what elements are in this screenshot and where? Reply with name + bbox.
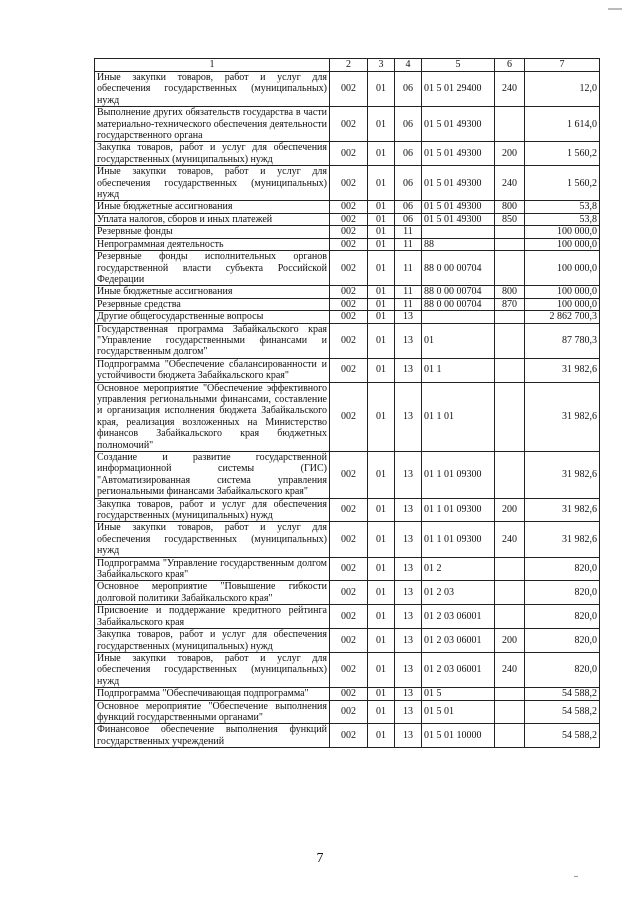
ministry-code-cell: 002 (330, 107, 368, 142)
target-article-cell: 88 0 00 00704 (422, 286, 495, 298)
section-code-cell: 01 (368, 581, 395, 605)
ministry-code-cell: 002 (330, 700, 368, 724)
target-article-cell: 01 5 01 49300 (422, 142, 495, 166)
table-row (95, 201, 600, 213)
amount-cell: 1 560,2 (525, 166, 600, 201)
section-code-cell: 01 (368, 238, 395, 250)
amount-cell: 31 982,6 (525, 452, 600, 499)
amount-cell: 53,8 (525, 213, 600, 225)
target-article-cell: 01 2 03 06001 (422, 605, 495, 629)
amount-cell: 2 862 700,3 (525, 311, 600, 323)
expense-type-cell: 870 (495, 298, 525, 310)
ministry-code-cell: 002 (330, 298, 368, 310)
section-code-cell: 01 (368, 166, 395, 201)
scan-dot (574, 876, 578, 877)
target-article-cell: 01 5 01 49300 (422, 166, 495, 201)
target-article-cell: 88 0 00 00704 (422, 251, 495, 286)
expense-name-cell: Непрограммная деятельность (95, 238, 330, 250)
expense-name-cell: Резервные фонды (95, 226, 330, 238)
ministry-code-cell: 002 (330, 522, 368, 557)
expense-name-cell: Уплата налогов, сборов и иных платежей (95, 213, 330, 225)
column-header-3: 3 (368, 59, 395, 72)
expense-type-cell: 240 (495, 652, 525, 687)
subsection-code-cell: 13 (395, 323, 422, 358)
section-code-cell: 01 (368, 72, 395, 107)
subsection-code-cell: 13 (395, 652, 422, 687)
section-code-cell: 01 (368, 629, 395, 653)
expense-type-cell (495, 238, 525, 250)
expense-type-cell (495, 724, 525, 748)
expense-name-cell: Основное мероприятие "Повышение гибкости долговой политики Забайкальского края" (95, 581, 330, 605)
expense-type-cell (495, 452, 525, 499)
amount-cell: 54 588,2 (525, 700, 600, 724)
expense-name-cell: Иные закупки товаров, работ и услуг для обеспечения государственных (муниципальных) нужд (95, 72, 330, 107)
section-code-cell: 01 (368, 107, 395, 142)
amount-cell: 100 000,0 (525, 238, 600, 250)
expense-name-cell: Подпрограмма "Обеспечение сбалансированности и устойчивости бюджета Забайкальского края" (95, 358, 330, 382)
ministry-code-cell: 002 (330, 72, 368, 107)
expense-name-cell: Резервные фонды исполнительных органов государственной власти субъекта Российской Федерации (95, 251, 330, 286)
target-article-cell: 01 2 03 06001 (422, 629, 495, 653)
table-row (95, 358, 600, 382)
target-article-cell: 01 1 01 (422, 382, 495, 451)
amount-cell: 820,0 (525, 605, 600, 629)
expense-type-cell: 800 (495, 201, 525, 213)
subsection-code-cell: 13 (395, 498, 422, 522)
ministry-code-cell: 002 (330, 323, 368, 358)
section-code-cell: 01 (368, 700, 395, 724)
section-code-cell: 01 (368, 323, 395, 358)
amount-cell: 54 588,2 (525, 724, 600, 748)
subsection-code-cell: 06 (395, 107, 422, 142)
amount-cell: 87 780,3 (525, 323, 600, 358)
amount-cell: 100 000,0 (525, 286, 600, 298)
expense-type-cell (495, 382, 525, 451)
column-header-2: 2 (330, 59, 368, 72)
subsection-code-cell: 13 (395, 629, 422, 653)
expense-type-cell (495, 581, 525, 605)
amount-cell: 31 982,6 (525, 382, 600, 451)
expense-type-cell: 200 (495, 142, 525, 166)
subsection-code-cell: 06 (395, 166, 422, 201)
expense-type-cell: 240 (495, 522, 525, 557)
expense-type-cell (495, 605, 525, 629)
amount-cell: 31 982,6 (525, 522, 600, 557)
subsection-code-cell: 11 (395, 226, 422, 238)
expense-type-cell: 240 (495, 72, 525, 107)
table-row (95, 498, 600, 522)
expense-type-cell (495, 688, 525, 700)
amount-cell: 100 000,0 (525, 226, 600, 238)
table-row (95, 382, 600, 451)
section-code-cell: 01 (368, 498, 395, 522)
ministry-code-cell: 002 (330, 688, 368, 700)
table-row (95, 688, 600, 700)
subsection-code-cell: 06 (395, 72, 422, 107)
subsection-code-cell: 11 (395, 298, 422, 310)
subsection-code-cell: 13 (395, 522, 422, 557)
subsection-code-cell: 13 (395, 311, 422, 323)
amount-cell: 31 982,6 (525, 358, 600, 382)
expense-name-cell: Иные бюджетные ассигнования (95, 286, 330, 298)
table-row (95, 226, 600, 238)
table-row (95, 700, 600, 724)
expense-name-cell: Закупка товаров, работ и услуг для обеспечения государственных (муниципальных) нужд (95, 142, 330, 166)
expense-type-cell (495, 358, 525, 382)
column-header-7: 7 (525, 59, 600, 72)
table-row (95, 166, 600, 201)
expense-name-cell: Выполнение других обязательств государства в части материально-технического обеспечения деятельности государственного органа (95, 107, 330, 142)
subsection-code-cell: 06 (395, 142, 422, 166)
expense-name-cell: Финансовое обеспечение выполнения функций государственных учреждений (95, 724, 330, 748)
expense-name-cell: Другие общегосударственные вопросы (95, 311, 330, 323)
table-row (95, 213, 600, 225)
table-row (95, 629, 600, 653)
section-code-cell: 01 (368, 213, 395, 225)
amount-cell: 12,0 (525, 72, 600, 107)
expense-type-cell: 240 (495, 166, 525, 201)
expense-name-cell: Государственная программа Забайкальского края "Управление государственными финансами и государственным долгом" (95, 323, 330, 358)
ministry-code-cell: 002 (330, 166, 368, 201)
section-code-cell: 01 (368, 522, 395, 557)
subsection-code-cell: 13 (395, 382, 422, 451)
section-code-cell: 01 (368, 688, 395, 700)
column-header-5: 5 (422, 59, 495, 72)
subsection-code-cell: 13 (395, 688, 422, 700)
amount-cell: 820,0 (525, 557, 600, 581)
table-row (95, 311, 600, 323)
expense-type-cell (495, 323, 525, 358)
target-article-cell: 01 2 03 (422, 581, 495, 605)
target-article-cell: 01 1 01 09300 (422, 522, 495, 557)
expense-type-cell: 800 (495, 286, 525, 298)
target-article-cell: 01 2 03 06001 (422, 652, 495, 687)
subsection-code-cell: 13 (395, 452, 422, 499)
expense-type-cell (495, 107, 525, 142)
section-code-cell: 01 (368, 358, 395, 382)
table-row (95, 72, 600, 107)
expense-name-cell: Основное мероприятие "Обеспечение выполнения функций государственными органами" (95, 700, 330, 724)
subsection-code-cell: 13 (395, 605, 422, 629)
section-code-cell: 01 (368, 298, 395, 310)
section-code-cell: 01 (368, 452, 395, 499)
ministry-code-cell: 002 (330, 213, 368, 225)
table-row (95, 522, 600, 557)
expense-type-cell (495, 226, 525, 238)
ministry-code-cell: 002 (330, 605, 368, 629)
column-header-4: 4 (395, 59, 422, 72)
target-article-cell: 01 (422, 323, 495, 358)
section-code-cell: 01 (368, 652, 395, 687)
target-article-cell: 01 5 01 (422, 700, 495, 724)
expense-type-cell: 850 (495, 213, 525, 225)
header-row (95, 59, 600, 72)
expense-type-cell (495, 557, 525, 581)
column-header-1: 1 (95, 59, 330, 72)
amount-cell: 100 000,0 (525, 298, 600, 310)
table-row (95, 452, 600, 499)
table-row (95, 286, 600, 298)
table-row (95, 581, 600, 605)
subsection-code-cell: 13 (395, 700, 422, 724)
target-article-cell: 01 5 (422, 688, 495, 700)
section-code-cell: 01 (368, 605, 395, 629)
ministry-code-cell: 002 (330, 652, 368, 687)
expense-type-cell (495, 700, 525, 724)
expense-type-cell: 200 (495, 629, 525, 653)
target-article-cell: 01 5 01 10000 (422, 724, 495, 748)
target-article-cell: 88 0 00 00704 (422, 298, 495, 310)
ministry-code-cell: 002 (330, 142, 368, 166)
amount-cell: 820,0 (525, 581, 600, 605)
section-code-cell: 01 (368, 226, 395, 238)
target-article-cell: 01 2 (422, 557, 495, 581)
section-code-cell: 01 (368, 382, 395, 451)
table-row (95, 323, 600, 358)
section-code-cell: 01 (368, 251, 395, 286)
section-code-cell: 01 (368, 311, 395, 323)
ministry-code-cell: 002 (330, 452, 368, 499)
expense-name-cell: Иные закупки товаров, работ и услуг для обеспечения государственных (муниципальных) нужд (95, 522, 330, 557)
table-row (95, 298, 600, 310)
target-article-cell: 01 1 01 09300 (422, 452, 495, 499)
table-row (95, 107, 600, 142)
section-code-cell: 01 (368, 142, 395, 166)
ministry-code-cell: 002 (330, 557, 368, 581)
section-code-cell: 01 (368, 557, 395, 581)
ministry-code-cell: 002 (330, 311, 368, 323)
expense-name-cell: Закупка товаров, работ и услуг для обеспечения государственных (муниципальных) нужд (95, 498, 330, 522)
target-article-cell: 01 5 01 49300 (422, 201, 495, 213)
amount-cell: 54 588,2 (525, 688, 600, 700)
table-row (95, 557, 600, 581)
subsection-code-cell: 11 (395, 286, 422, 298)
expense-type-cell: 200 (495, 498, 525, 522)
ministry-code-cell: 002 (330, 382, 368, 451)
expense-name-cell: Присвоение и поддержание кредитного рейтинга Забайкальского края (95, 605, 330, 629)
ministry-code-cell: 002 (330, 724, 368, 748)
expense-name-cell: Подпрограмма "Управление государственным долгом Забайкальского края" (95, 557, 330, 581)
ministry-code-cell: 002 (330, 286, 368, 298)
expense-type-cell (495, 251, 525, 286)
table-row (95, 142, 600, 166)
expense-name-cell: Иные закупки товаров, работ и услуг для обеспечения государственных (муниципальных) нужд (95, 166, 330, 201)
expense-name-cell: Основное мероприятие "Обеспечение эффективного управления региональными финансами, составление и организация исполнения бюджета Забайкальского края, реализация возложенных на Министерство финансов Забайкальского края бюджетных полномочий" (95, 382, 330, 451)
expense-name-cell: Иные закупки товаров, работ и услуг для обеспечения государственных (муниципальных) нужд (95, 652, 330, 687)
section-code-cell: 01 (368, 201, 395, 213)
ministry-code-cell: 002 (330, 226, 368, 238)
ministry-code-cell: 002 (330, 251, 368, 286)
subsection-code-cell: 13 (395, 724, 422, 748)
target-article-cell (422, 226, 495, 238)
scan-mark (608, 8, 622, 10)
table-row (95, 652, 600, 687)
target-article-cell: 01 5 01 49300 (422, 213, 495, 225)
amount-cell: 820,0 (525, 652, 600, 687)
target-article-cell: 01 1 01 09300 (422, 498, 495, 522)
ministry-code-cell: 002 (330, 358, 368, 382)
ministry-code-cell: 002 (330, 629, 368, 653)
subsection-code-cell: 13 (395, 557, 422, 581)
table-row (95, 724, 600, 748)
target-article-cell: 01 5 01 29400 (422, 72, 495, 107)
subsection-code-cell: 13 (395, 358, 422, 382)
subsection-code-cell: 06 (395, 201, 422, 213)
section-code-cell: 01 (368, 286, 395, 298)
expense-name-cell: Резервные средства (95, 298, 330, 310)
amount-cell: 100 000,0 (525, 251, 600, 286)
ministry-code-cell: 002 (330, 581, 368, 605)
expense-name-cell: Закупка товаров, работ и услуг для обеспечения государственных (муниципальных) нужд (95, 629, 330, 653)
section-code-cell: 01 (368, 724, 395, 748)
amount-cell: 31 982,6 (525, 498, 600, 522)
amount-cell: 1 560,2 (525, 142, 600, 166)
expense-name-cell: Создание и развитие государственной информационной системы (ГИС) "Автоматизированная система управления региональными финансами Забайкальского края" (95, 452, 330, 499)
target-article-cell: 88 (422, 238, 495, 250)
amount-cell: 1 614,0 (525, 107, 600, 142)
target-article-cell: 01 1 (422, 358, 495, 382)
amount-cell: 820,0 (525, 629, 600, 653)
budget-table (94, 58, 600, 748)
table-row (95, 251, 600, 286)
expense-name-cell: Подпрограмма "Обеспечивающая подпрограмма" (95, 688, 330, 700)
expense-type-cell (495, 311, 525, 323)
ministry-code-cell: 002 (330, 238, 368, 250)
target-article-cell: 01 5 01 49300 (422, 107, 495, 142)
ministry-code-cell: 002 (330, 201, 368, 213)
amount-cell: 53,8 (525, 201, 600, 213)
target-article-cell (422, 311, 495, 323)
table-row (95, 238, 600, 250)
ministry-code-cell: 002 (330, 498, 368, 522)
subsection-code-cell: 11 (395, 238, 422, 250)
expense-name-cell: Иные бюджетные ассигнования (95, 201, 330, 213)
subsection-code-cell: 11 (395, 251, 422, 286)
subsection-code-cell: 06 (395, 213, 422, 225)
page-number: 7 (316, 851, 324, 866)
table-row (95, 605, 600, 629)
column-header-6: 6 (495, 59, 525, 72)
subsection-code-cell: 13 (395, 581, 422, 605)
